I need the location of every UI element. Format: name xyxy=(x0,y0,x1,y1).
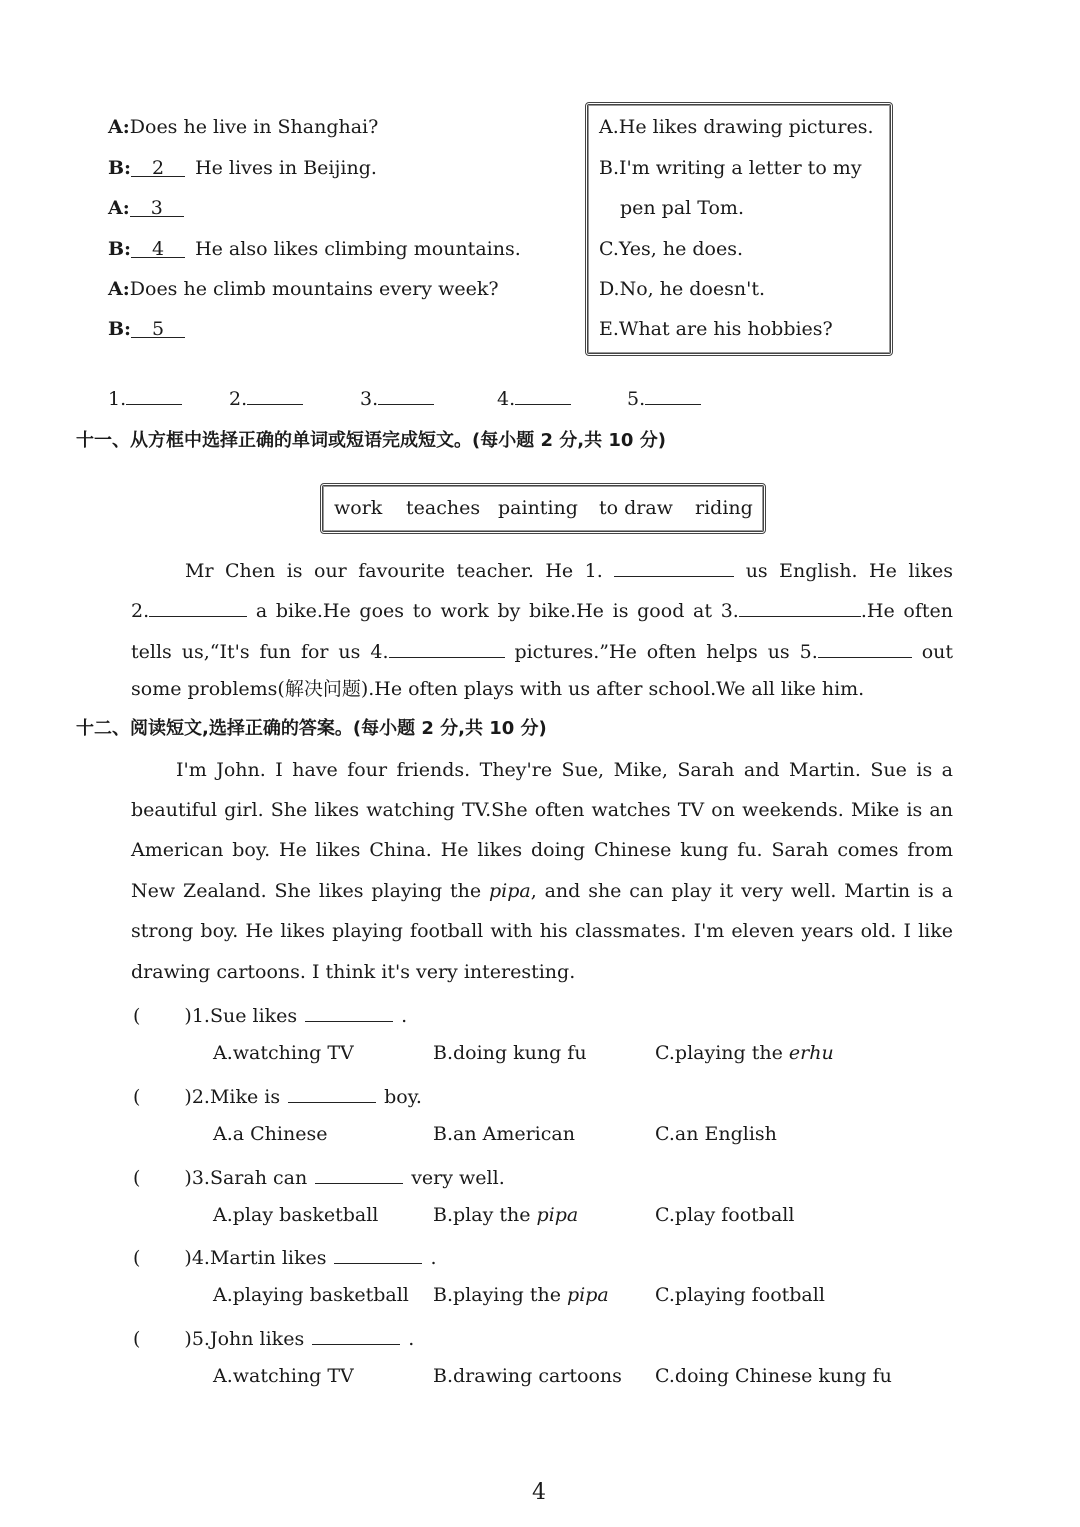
question-stem xyxy=(133,1163,505,1187)
answer-slot xyxy=(108,384,182,408)
dialogue-line xyxy=(108,196,194,220)
option-item: A.He likes drawing pictures. xyxy=(599,116,874,138)
passage-line: drawing cartoons. I think it's very interesting. xyxy=(131,961,576,983)
word-bank-item: to draw xyxy=(599,497,673,519)
option-item: B.I'm writing a letter to my xyxy=(599,157,862,179)
passage-text: , and she can play it very well. Martin is a xyxy=(530,880,953,902)
cloze-text: 2. xyxy=(131,600,150,622)
passage-line: I'm John. I have four friends. They're Sue, Mike, Sarah and Martin. Sue is a xyxy=(176,759,953,781)
answer-option[interactable] xyxy=(655,1122,777,1146)
speaker-label: B: xyxy=(108,318,132,340)
paren: ( xyxy=(133,1085,141,1108)
slot-blank[interactable] xyxy=(378,384,434,405)
answer-blank[interactable]: 2 xyxy=(131,156,185,177)
option-text: B.playing the xyxy=(433,1284,567,1307)
slot-number: 1. xyxy=(108,388,127,410)
speaker-label: A: xyxy=(108,197,130,219)
slot-blank[interactable] xyxy=(645,384,701,405)
answer-option[interactable] xyxy=(213,1041,354,1065)
question-blank[interactable] xyxy=(305,1001,393,1022)
option-text: C.playing the xyxy=(655,1042,789,1064)
answer-option[interactable] xyxy=(655,1283,825,1307)
passage-line xyxy=(131,879,953,903)
cloze-blank-5[interactable] xyxy=(818,637,912,658)
dialogue-line xyxy=(108,156,377,180)
option-text: C.an English xyxy=(655,1122,777,1145)
option-text: A.a Chinese xyxy=(213,1122,328,1145)
speaker-label: B: xyxy=(108,157,132,179)
answer-option[interactable] xyxy=(433,1283,609,1307)
answer-blank[interactable]: 5 xyxy=(131,317,185,338)
slot-number: 5. xyxy=(627,388,646,410)
question-stem xyxy=(133,1243,437,1270)
answer-blank[interactable]: 4 xyxy=(131,237,185,258)
question-text: . xyxy=(430,1247,437,1270)
slot-number: 2. xyxy=(229,388,248,410)
option-text: C.playing football xyxy=(655,1284,825,1307)
answer-option[interactable] xyxy=(213,1283,409,1307)
option-text: C.doing Chinese kung fu xyxy=(655,1365,892,1388)
passage-italic: pipa xyxy=(488,880,531,902)
option-text: A.playing basketball xyxy=(213,1284,409,1307)
question-blank[interactable] xyxy=(312,1324,400,1345)
dialogue-text: Does he live in Shanghai? xyxy=(129,116,379,138)
answer-blank[interactable]: 3 xyxy=(130,196,184,217)
cloze-text: us English. He likes xyxy=(745,560,953,582)
question-text: )1.Sue likes xyxy=(184,1005,298,1027)
dialogue-line xyxy=(108,277,499,301)
paren: ( xyxy=(133,1166,141,1189)
cloze-blank-2[interactable] xyxy=(149,596,247,617)
option-text: C.play football xyxy=(655,1203,795,1226)
option-text: A.watching TV xyxy=(213,1365,354,1388)
option-item: E.What are his hobbies? xyxy=(599,318,833,340)
answer-slot xyxy=(627,384,701,408)
dialogue-text: Does he climb mountains every week? xyxy=(129,278,499,300)
answer-option[interactable] xyxy=(655,1041,834,1065)
page-number: 4 xyxy=(532,1480,546,1505)
paren: ( xyxy=(133,1247,141,1270)
cloze-text: a bike.He goes to work by bike.He is good at 3. xyxy=(255,600,739,622)
option-italic: pipa xyxy=(566,1284,609,1307)
slot-blank[interactable] xyxy=(247,384,303,405)
section-11-heading: 十一、从方框中选择正确的单词或短语完成短文。(每小题 2 分,共 10 分) xyxy=(76,430,666,451)
question-text: very well. xyxy=(411,1166,505,1189)
word-bank-item: painting xyxy=(498,497,578,519)
word-bank-item: teaches xyxy=(406,497,481,519)
cloze-line: some problems(解决问题).He often plays with us after school.We all like him. xyxy=(131,678,865,700)
slot-blank[interactable] xyxy=(126,384,182,405)
cloze-line xyxy=(131,596,953,623)
passage-text: New Zealand. She likes playing the xyxy=(131,880,489,902)
option-item: C.Yes, he does. xyxy=(599,238,744,260)
cloze-text: out xyxy=(921,641,953,663)
question-stem xyxy=(133,1324,415,1351)
section-12-heading: 十二、阅读短文,选择正确的答案。(每小题 2 分,共 10 分) xyxy=(76,718,547,739)
passage-line: beautiful girl. She likes watching TV.She often watches TV on weekends. Mike is an xyxy=(131,799,953,821)
answer-option[interactable] xyxy=(433,1041,587,1065)
question-stem xyxy=(133,1082,422,1106)
option-item: D.No, he doesn't. xyxy=(599,278,765,300)
cloze-text: pictures.”He often helps us 5. xyxy=(514,641,818,663)
speaker-label: A: xyxy=(108,278,130,300)
option-text: A.play basketball xyxy=(213,1203,379,1226)
answer-option[interactable] xyxy=(655,1364,892,1388)
cloze-text: .He often xyxy=(860,600,953,622)
slot-blank[interactable] xyxy=(515,384,571,405)
speaker-label: B: xyxy=(108,238,132,260)
question-text: )5.John likes xyxy=(184,1328,305,1351)
dialogue-line xyxy=(108,115,378,139)
option-italic: pipa xyxy=(536,1203,579,1226)
dialogue-text: He also likes climbing mountains. xyxy=(195,238,521,260)
cloze-line xyxy=(131,637,953,664)
question-text: )2.Mike is xyxy=(184,1085,281,1108)
answer-option[interactable] xyxy=(433,1203,578,1227)
option-text: B.drawing cartoons xyxy=(433,1365,622,1388)
option-text: B.doing kung fu xyxy=(433,1042,587,1064)
cloze-blank-1[interactable] xyxy=(614,556,734,577)
paren: ( xyxy=(133,1328,141,1351)
option-text: B.an American xyxy=(433,1122,575,1145)
answer-slot xyxy=(497,384,571,408)
answer-option[interactable] xyxy=(213,1203,378,1227)
question-blank[interactable] xyxy=(334,1243,422,1264)
passage-line: strong boy. He likes playing football with his classmates. I'm eleven years old. I like xyxy=(131,920,953,942)
question-text: )3.Sarah can xyxy=(184,1166,308,1189)
question-stem xyxy=(133,1001,407,1025)
option-text: B.play the xyxy=(433,1203,537,1226)
option-item: pen pal Tom. xyxy=(620,197,744,219)
slot-number: 4. xyxy=(497,388,516,410)
question-text: . xyxy=(401,1005,408,1027)
option-text: A.watching TV xyxy=(213,1042,354,1064)
answer-option[interactable] xyxy=(655,1203,794,1227)
cloze-blank-4[interactable] xyxy=(389,637,505,658)
question-text: . xyxy=(408,1328,415,1351)
question-blank[interactable] xyxy=(288,1082,376,1103)
question-text: boy. xyxy=(384,1085,422,1108)
question-text: )4.Martin likes xyxy=(184,1247,327,1270)
cloze-text: tells us,“It's fun for us 4. xyxy=(131,641,389,663)
speaker-label: A: xyxy=(108,116,130,138)
cloze-blank-3[interactable] xyxy=(739,596,861,617)
answer-slot xyxy=(229,384,303,408)
cloze-text: Mr Chen is our favourite teacher. He 1. xyxy=(185,560,603,582)
passage-line: American boy. He likes China. He likes doing Chinese kung fu. Sarah comes from xyxy=(131,839,953,861)
dialogue-line xyxy=(108,317,195,341)
answer-option[interactable] xyxy=(213,1122,327,1146)
dialogue-text: He lives in Beijing. xyxy=(195,157,377,179)
slot-number: 3. xyxy=(360,388,379,410)
cloze-line xyxy=(131,556,953,583)
word-bank-item: riding xyxy=(695,497,753,519)
answer-slot xyxy=(360,384,434,408)
answer-option[interactable] xyxy=(433,1122,575,1146)
option-italic: erhu xyxy=(788,1042,834,1064)
word-bank-item: work xyxy=(334,497,383,519)
dialogue-line xyxy=(108,237,521,261)
answer-option[interactable] xyxy=(433,1364,622,1388)
question-blank[interactable] xyxy=(315,1163,403,1184)
paren: ( xyxy=(133,1005,141,1027)
answer-option[interactable] xyxy=(213,1364,354,1388)
